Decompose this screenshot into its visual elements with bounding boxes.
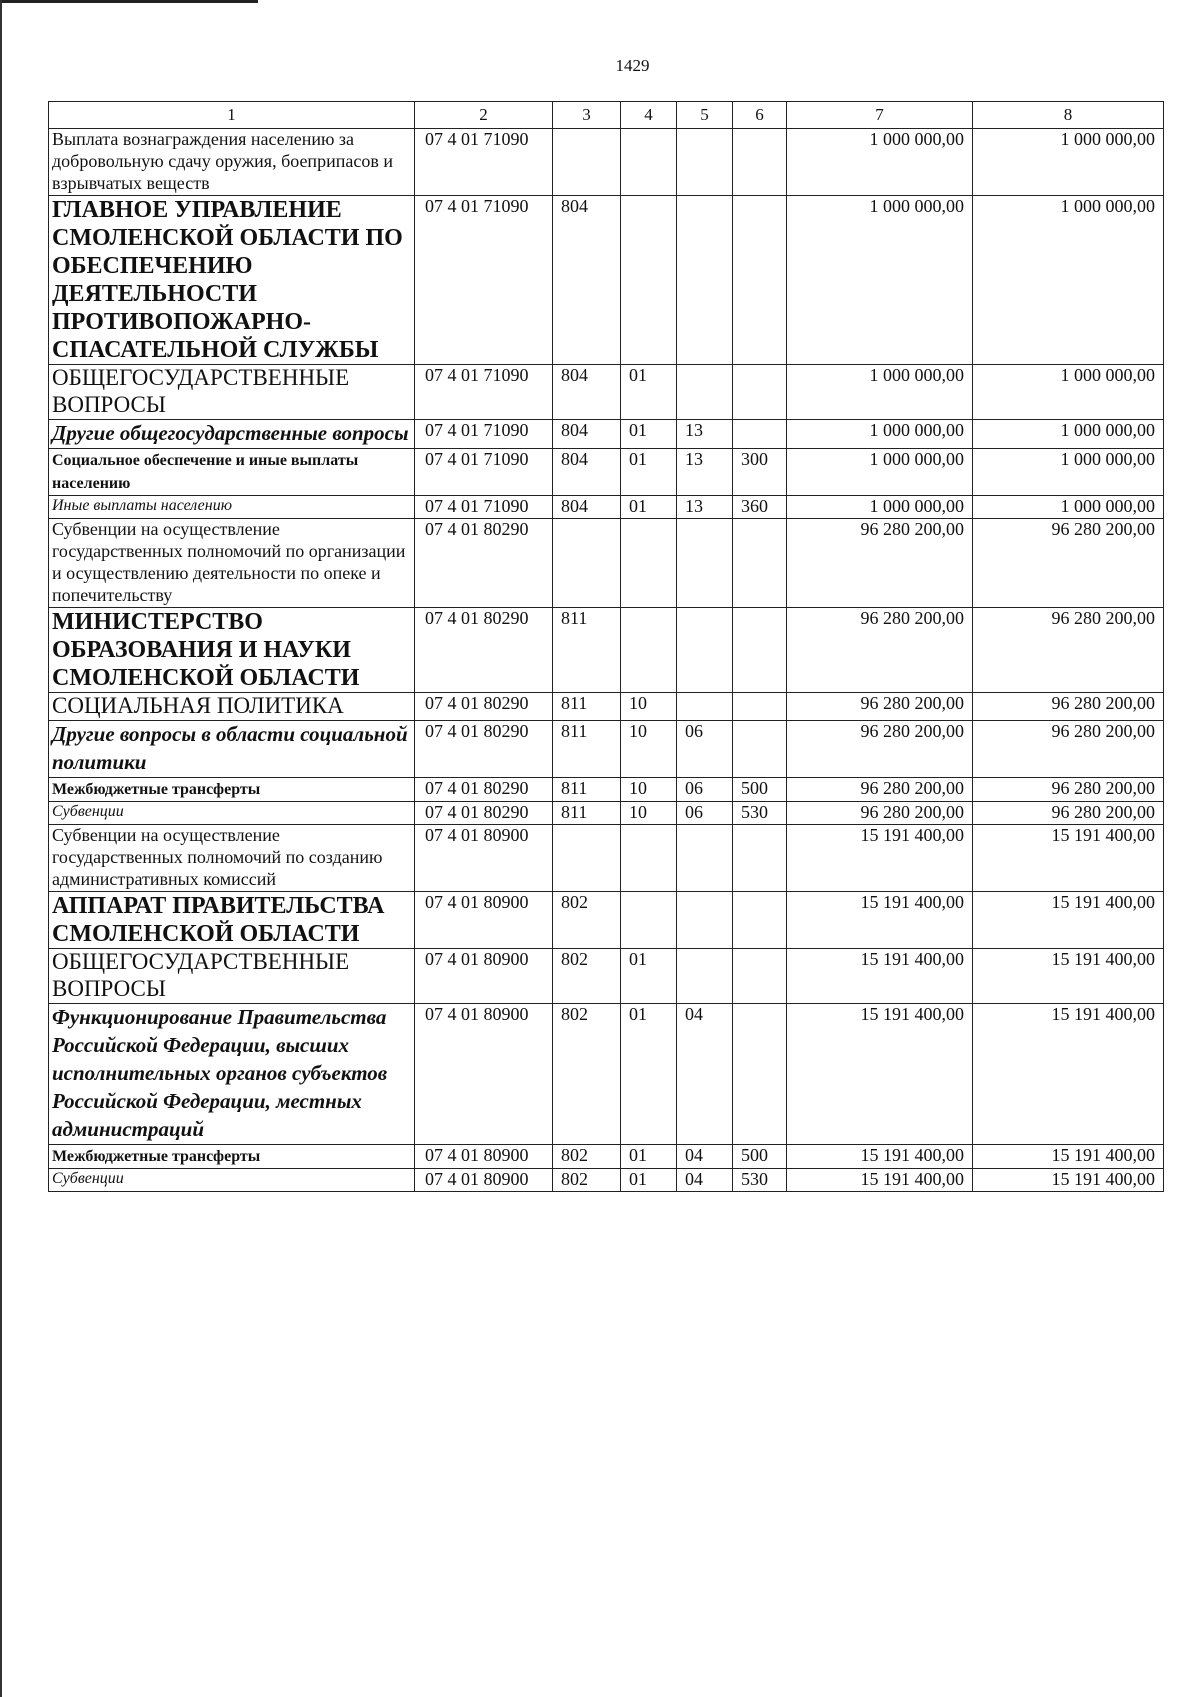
amount-column-8: 15 191 400,00 <box>973 1004 1164 1145</box>
expense-type-code <box>733 608 787 693</box>
target-article-code: 07 4 01 80290 <box>415 519 553 608</box>
amount-column-7: 96 280 200,00 <box>787 519 973 608</box>
ministry-code: 804 <box>553 449 621 496</box>
column-header: 2 <box>415 102 553 129</box>
section-code: 01 <box>621 496 677 519</box>
subsection-code: 13 <box>677 449 733 496</box>
target-article-code: 07 4 01 80290 <box>415 608 553 693</box>
table-row <box>49 802 1164 825</box>
ministry-code: 804 <box>553 365 621 420</box>
table-row <box>49 949 1164 1004</box>
target-article-code: 07 4 01 80900 <box>415 1144 553 1168</box>
expense-type-code <box>733 195 787 364</box>
amount-column-8: 96 280 200,00 <box>973 721 1164 778</box>
row-name: СОЦИАЛЬНАЯ ПОЛИТИКА <box>49 693 415 721</box>
section-code: 01 <box>621 949 677 1004</box>
target-article-code: 07 4 01 80290 <box>415 693 553 721</box>
amount-column-8: 96 280 200,00 <box>973 802 1164 825</box>
column-number-row <box>49 102 1164 129</box>
section-code: 01 <box>621 1168 677 1191</box>
expense-type-code: 530 <box>733 802 787 825</box>
budget-table <box>48 101 1164 1192</box>
table-row <box>49 519 1164 608</box>
ministry-code: 802 <box>553 1004 621 1145</box>
row-name: Выплата вознаграждения населению за добровольную сдачу оружия, боеприпасов и взрывчатых веществ <box>49 129 415 196</box>
row-name: Социальное обеспечение и иные выплаты населению <box>49 449 415 496</box>
amount-column-7: 1 000 000,00 <box>787 195 973 364</box>
amount-column-8: 15 191 400,00 <box>973 1168 1164 1191</box>
column-header: 7 <box>787 102 973 129</box>
amount-column-7: 1 000 000,00 <box>787 420 973 449</box>
table-row <box>49 693 1164 721</box>
table-row <box>49 129 1164 196</box>
subsection-code <box>677 892 733 949</box>
expense-type-code <box>733 892 787 949</box>
amount-column-8: 1 000 000,00 <box>973 195 1164 364</box>
target-article-code: 07 4 01 71090 <box>415 496 553 519</box>
target-article-code: 07 4 01 80290 <box>415 721 553 778</box>
amount-column-7: 96 280 200,00 <box>787 721 973 778</box>
ministry-code: 804 <box>553 496 621 519</box>
column-header: 4 <box>621 102 677 129</box>
expense-type-code <box>733 693 787 721</box>
subsection-code: 04 <box>677 1004 733 1145</box>
page-number: 1429 <box>615 56 650 75</box>
ministry-code: 802 <box>553 1144 621 1168</box>
subsection-code: 13 <box>677 496 733 519</box>
amount-column-7: 96 280 200,00 <box>787 608 973 693</box>
target-article-code: 07 4 01 80290 <box>415 778 553 802</box>
amount-column-7: 96 280 200,00 <box>787 693 973 721</box>
ministry-code: 811 <box>553 721 621 778</box>
amount-column-8: 1 000 000,00 <box>973 129 1164 196</box>
table-row <box>49 195 1164 364</box>
expense-type-code <box>733 1004 787 1145</box>
column-header: 3 <box>553 102 621 129</box>
column-header: 1 <box>49 102 415 129</box>
ministry-code: 804 <box>553 420 621 449</box>
row-name: ОБЩЕГОСУДАРСТВЕННЫЕ ВОПРОСЫ <box>49 365 415 420</box>
amount-column-8: 15 191 400,00 <box>973 825 1164 892</box>
amount-column-7: 15 191 400,00 <box>787 1168 973 1191</box>
amount-column-7: 1 000 000,00 <box>787 496 973 519</box>
expense-type-code <box>733 721 787 778</box>
section-code: 01 <box>621 449 677 496</box>
section-code: 10 <box>621 721 677 778</box>
row-name: Субвенции <box>49 802 415 825</box>
table-body <box>49 102 1164 1192</box>
section-code <box>621 825 677 892</box>
amount-column-7: 15 191 400,00 <box>787 825 973 892</box>
amount-column-7: 96 280 200,00 <box>787 778 973 802</box>
amount-column-8: 1 000 000,00 <box>973 420 1164 449</box>
ministry-code: 804 <box>553 195 621 364</box>
section-code: 10 <box>621 802 677 825</box>
top-edge-rule <box>0 0 258 3</box>
column-header: 8 <box>973 102 1164 129</box>
amount-column-8: 96 280 200,00 <box>973 778 1164 802</box>
ministry-code <box>553 129 621 196</box>
expense-type-code: 300 <box>733 449 787 496</box>
subsection-code: 06 <box>677 721 733 778</box>
table-row <box>49 608 1164 693</box>
row-name: Межбюджетные трансферты <box>49 778 415 802</box>
ministry-code: 811 <box>553 802 621 825</box>
expense-type-code <box>733 949 787 1004</box>
table-row <box>49 365 1164 420</box>
subsection-code <box>677 519 733 608</box>
row-name: АППАРАТ ПРАВИТЕЛЬСТВА СМОЛЕНСКОЙ ОБЛАСТИ <box>49 892 415 949</box>
amount-column-8: 1 000 000,00 <box>973 449 1164 496</box>
table-row <box>49 721 1164 778</box>
subsection-code <box>677 608 733 693</box>
expense-type-code <box>733 519 787 608</box>
ministry-code: 811 <box>553 693 621 721</box>
section-code: 01 <box>621 365 677 420</box>
amount-column-8: 15 191 400,00 <box>973 892 1164 949</box>
amount-column-7: 15 191 400,00 <box>787 892 973 949</box>
expense-type-code <box>733 129 787 196</box>
row-name: Другие вопросы в области социальной политики <box>49 721 415 778</box>
ministry-code <box>553 825 621 892</box>
table-row <box>49 892 1164 949</box>
expense-type-code: 530 <box>733 1168 787 1191</box>
subsection-code <box>677 129 733 196</box>
row-name: МИНИСТЕРСТВО ОБРАЗОВАНИЯ И НАУКИ СМОЛЕНСКОЙ ОБЛАСТИ <box>49 608 415 693</box>
row-name: Функционирование Правительства Российской Федерации, высших исполнительных органов субъектов Российской Федерации, местных администраций <box>49 1004 415 1145</box>
amount-column-8: 1 000 000,00 <box>973 365 1164 420</box>
table-row <box>49 449 1164 496</box>
ministry-code: 811 <box>553 608 621 693</box>
amount-column-7: 1 000 000,00 <box>787 449 973 496</box>
row-name: ОБЩЕГОСУДАРСТВЕННЫЕ ВОПРОСЫ <box>49 949 415 1004</box>
amount-column-8: 1 000 000,00 <box>973 496 1164 519</box>
ministry-code <box>553 519 621 608</box>
amount-column-8: 15 191 400,00 <box>973 949 1164 1004</box>
subsection-code <box>677 693 733 721</box>
amount-column-7: 15 191 400,00 <box>787 949 973 1004</box>
target-article-code: 07 4 01 80900 <box>415 892 553 949</box>
amount-column-8: 96 280 200,00 <box>973 693 1164 721</box>
target-article-code: 07 4 01 71090 <box>415 449 553 496</box>
target-article-code: 07 4 01 80900 <box>415 1004 553 1145</box>
column-header: 5 <box>677 102 733 129</box>
target-article-code: 07 4 01 71090 <box>415 420 553 449</box>
table-row <box>49 420 1164 449</box>
table-row <box>49 778 1164 802</box>
amount-column-7: 1 000 000,00 <box>787 365 973 420</box>
amount-column-7: 15 191 400,00 <box>787 1004 973 1145</box>
subsection-code <box>677 365 733 420</box>
section-code: 01 <box>621 1144 677 1168</box>
target-article-code: 07 4 01 71090 <box>415 129 553 196</box>
amount-column-7: 96 280 200,00 <box>787 802 973 825</box>
section-code: 10 <box>621 778 677 802</box>
table-row <box>49 825 1164 892</box>
expense-type-code: 500 <box>733 778 787 802</box>
row-name: Субвенции на осуществление государственных полномочий по организации и осуществлению деятельности по опеке и попечительству <box>49 519 415 608</box>
row-name: Межбюджетные трансферты <box>49 1144 415 1168</box>
expense-type-code: 500 <box>733 1144 787 1168</box>
target-article-code: 07 4 01 80900 <box>415 1168 553 1191</box>
row-name: Субвенции на осуществление государственных полномочий по созданию административных комиссий <box>49 825 415 892</box>
ministry-code: 802 <box>553 949 621 1004</box>
target-article-code: 07 4 01 80900 <box>415 949 553 1004</box>
target-article-code: 07 4 01 80900 <box>415 825 553 892</box>
amount-column-7: 1 000 000,00 <box>787 129 973 196</box>
row-name: ГЛАВНОЕ УПРАВЛЕНИЕ СМОЛЕНСКОЙ ОБЛАСТИ ПО ОБЕСПЕЧЕНИЮ ДЕЯТЕЛЬНОСТИ ПРОТИВОПОЖАРНО-СПАСАТЕЛЬНОЙ СЛУЖБЫ <box>49 195 415 364</box>
subsection-code <box>677 949 733 1004</box>
section-code <box>621 519 677 608</box>
ministry-code: 802 <box>553 1168 621 1191</box>
column-header: 6 <box>733 102 787 129</box>
table-row <box>49 1144 1164 1168</box>
expense-type-code <box>733 420 787 449</box>
amount-column-8: 96 280 200,00 <box>973 519 1164 608</box>
row-name: Иные выплаты населению <box>49 496 415 519</box>
expense-type-code <box>733 365 787 420</box>
ministry-code: 802 <box>553 892 621 949</box>
table-row <box>49 1004 1164 1145</box>
section-code: 01 <box>621 1004 677 1145</box>
section-code <box>621 195 677 364</box>
section-code <box>621 608 677 693</box>
target-article-code: 07 4 01 71090 <box>415 365 553 420</box>
left-edge-rule <box>0 0 2 1697</box>
subsection-code <box>677 825 733 892</box>
section-code <box>621 892 677 949</box>
subsection-code: 06 <box>677 778 733 802</box>
expense-type-code: 360 <box>733 496 787 519</box>
subsection-code: 06 <box>677 802 733 825</box>
section-code <box>621 129 677 196</box>
amount-column-8: 15 191 400,00 <box>973 1144 1164 1168</box>
amount-column-7: 15 191 400,00 <box>787 1144 973 1168</box>
subsection-code <box>677 195 733 364</box>
section-code: 01 <box>621 420 677 449</box>
subsection-code: 04 <box>677 1168 733 1191</box>
row-name: Субвенции <box>49 1168 415 1191</box>
section-code: 10 <box>621 693 677 721</box>
ministry-code: 811 <box>553 778 621 802</box>
subsection-code: 13 <box>677 420 733 449</box>
target-article-code: 07 4 01 71090 <box>415 195 553 364</box>
table-row <box>49 496 1164 519</box>
target-article-code: 07 4 01 80290 <box>415 802 553 825</box>
row-name: Другие общегосударственные вопросы <box>49 420 415 449</box>
expense-type-code <box>733 825 787 892</box>
amount-column-8: 96 280 200,00 <box>973 608 1164 693</box>
table-row <box>49 1168 1164 1191</box>
subsection-code: 04 <box>677 1144 733 1168</box>
